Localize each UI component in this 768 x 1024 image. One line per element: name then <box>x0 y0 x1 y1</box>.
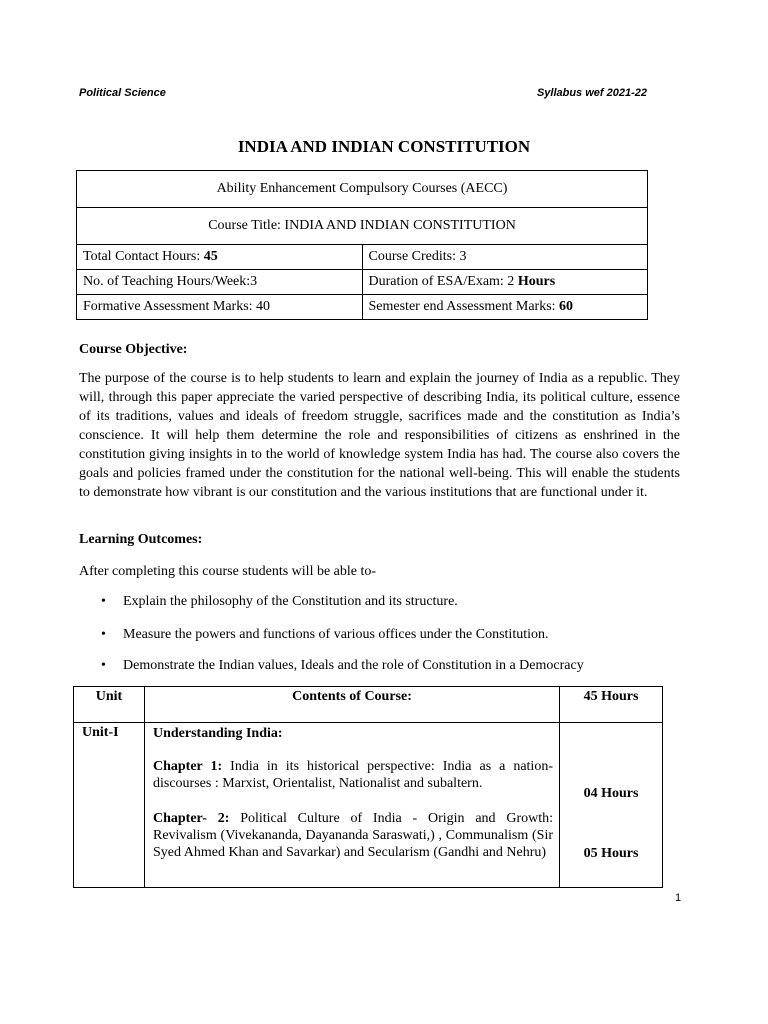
chapter-1-hours: 04 Hours <box>583 786 639 801</box>
header-left: Political Science <box>79 87 166 99</box>
outcomes-heading: Learning Outcomes: <box>79 532 203 547</box>
page-title: INDIA AND INDIAN CONSTITUTION <box>237 137 531 156</box>
chapter-1-text: India in its historical perspective: India as a nation-discourses : Marxist, Orientalist, Nationalist and subaltern. <box>153 759 553 791</box>
outcome-item <box>101 625 548 644</box>
outcome-item <box>101 592 458 611</box>
course-title-cell <box>77 208 648 245</box>
course-info-table <box>76 170 648 320</box>
contact-hours-label: Total Contact Hours: <box>83 249 204 264</box>
course-title-value: : INDIA AND INDIAN CONSTITUTION <box>277 218 516 233</box>
contact-hours-cell <box>77 245 363 270</box>
outcome-text: Demonstrate the Indian values, Ideals and the role of Constitution in a Democracy <box>123 658 584 673</box>
teaching-hours-cell: No. of Teaching Hours/Week:3 <box>77 270 363 295</box>
bullet-icon: • <box>101 627 106 642</box>
duration-label: Duration of ESA/Exam: 2 <box>368 274 518 289</box>
credits-cell: Course Credits: 3 <box>362 245 648 270</box>
chapter-2-hours: 05 Hours <box>583 846 639 861</box>
hours-header: 45 Hours <box>560 687 663 723</box>
outcome-item <box>101 656 584 675</box>
semester-label: Semester end Assessment Marks: <box>368 299 560 314</box>
bullet-icon: • <box>101 658 106 673</box>
unit-header: Unit <box>74 687 145 723</box>
chapter-2-text: Political Culture of India - Origin and Growth: Revivalism (Vivekananda, Dayananda Saraswati,) , Communalism (Sir Syed Ahmed Khan and Savarkar) and Secularism (Gandhi and Nehru) <box>153 811 553 860</box>
contents-header: Contents of Course: <box>145 687 560 723</box>
semester-value: 60 <box>559 299 574 314</box>
unit-title: Understanding India: <box>153 726 283 741</box>
outcome-text: Explain the philosophy of the Constitution and its structure. <box>123 594 458 609</box>
contact-hours-value: 45 <box>203 249 218 264</box>
hours-cell <box>560 723 663 888</box>
page-number: 1 <box>675 892 682 904</box>
objective-heading: Course Objective: <box>79 342 188 357</box>
chapter-2-label: Chapter- 2: <box>153 811 230 826</box>
outcome-text: Measure the powers and functions of various offices under the Constitution. <box>123 627 549 642</box>
formative-cell: Formative Assessment Marks: 40 <box>77 295 363 320</box>
contents-cell <box>145 723 560 888</box>
chapter-1 <box>153 758 553 792</box>
aecc-cell: Ability Enhancement Compulsory Courses (AECC) <box>77 171 648 208</box>
course-contents-table <box>73 686 663 888</box>
duration-value: Hours <box>517 274 556 289</box>
unit-cell: Unit-I <box>74 723 145 888</box>
objective-text: The purpose of the course is to help students to learn and explain the journey of India as a republic. They will, through this paper appreciate the varied perspective of describing India, its political culture, essence of its traditions, values and ideals of freedom struggle, sacrifices made and the constitution as India’s conscience. It will help them determine the role and responsibilities of citizens as enshrined in the constitution giving insights in to the world of knowledge system India has had. The course also covers the goals and policies framed under the constitution for the national well-being. This will enable the students to demonstrate how vibrant is our constitution and the various institutions that are functional under it. <box>79 371 680 500</box>
outcomes-intro: After completing this course students will be able to- <box>79 564 377 579</box>
semester-cell <box>362 295 648 320</box>
chapter-2 <box>153 810 553 861</box>
course-title-label: Course Title <box>208 218 278 233</box>
bullet-icon: • <box>101 594 106 609</box>
chapter-1-label: Chapter 1: <box>153 759 223 774</box>
header-right: Syllabus wef 2021-22 <box>536 87 647 99</box>
duration-cell <box>362 270 648 295</box>
